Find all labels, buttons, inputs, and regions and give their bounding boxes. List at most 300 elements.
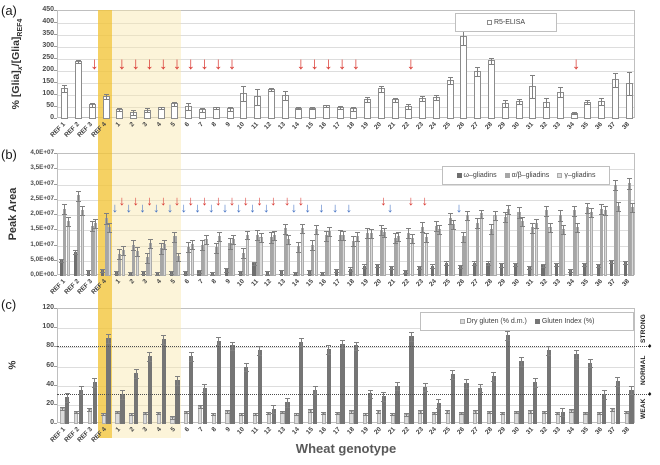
x-category-label: 32: [538, 278, 549, 288]
error-bar: [424, 233, 429, 243]
y-tick-label: 0,0E+00: [30, 271, 54, 278]
red-arrow: ↓: [132, 193, 139, 208]
x-category-label: 21: [387, 426, 398, 436]
y-tick-mark: [54, 199, 57, 200]
bar-c: [258, 350, 262, 424]
x-category-label: REF 3: [76, 426, 95, 444]
panel-c-legend: [420, 312, 634, 331]
threshold-line: [57, 394, 649, 395]
error-bar: [245, 231, 250, 241]
x-category-label: 25: [442, 426, 453, 436]
x-category-label: 2: [128, 121, 136, 129]
y-tick-mark: [54, 106, 57, 107]
error-bar: [338, 106, 343, 111]
error-bar: [79, 386, 84, 396]
error-bar: [265, 271, 270, 275]
x-category-label: 27: [469, 426, 480, 436]
y-tick-mark: [54, 404, 57, 405]
error-bar: [382, 228, 387, 238]
error-bar: [379, 86, 384, 93]
bar-c: [506, 335, 510, 424]
x-category-label: 37: [607, 121, 618, 131]
red-arrow: ↓: [421, 193, 428, 208]
red-arrow: ↓: [187, 193, 194, 208]
error-bar: [489, 224, 494, 235]
x-category-label: 31: [524, 426, 535, 436]
panel-a-legend: [455, 13, 557, 32]
x-category-label: 13: [277, 278, 288, 288]
error-bar: [214, 243, 219, 254]
bar-c: [533, 382, 537, 424]
error-bar: [66, 217, 71, 227]
error-bar: [198, 405, 203, 409]
error-bar: [500, 412, 505, 416]
legend-entry: [557, 172, 595, 179]
error-bar: [271, 405, 276, 415]
error-bar: [74, 411, 79, 415]
error-bar: [381, 392, 386, 402]
error-bar: [156, 412, 161, 416]
error-bar: [396, 232, 401, 242]
error-bar: [231, 235, 236, 245]
red-arrow: ↓: [407, 193, 415, 208]
x-category-label: 23: [414, 121, 425, 131]
x-category-label: 7: [196, 278, 205, 286]
x-category-label: 38: [621, 278, 632, 288]
x-category-label: 20: [373, 278, 384, 288]
red-arrow: ↓: [337, 54, 347, 73]
x-category-label: 12: [263, 278, 274, 288]
x-category-label: 33: [552, 121, 563, 131]
error-bar: [533, 378, 538, 388]
legend-label: Dry gluten (% d.m.): [466, 318, 527, 325]
error-bar: [451, 220, 456, 230]
x-category-label: 6: [183, 278, 191, 286]
x-category-label: 24: [428, 121, 439, 131]
error-bar: [627, 178, 632, 189]
error-bar: [314, 225, 319, 235]
highlight-band-lines-1-5: [112, 10, 181, 438]
x-category-label: 3: [141, 278, 150, 286]
x-category-label: 38: [621, 426, 632, 436]
legend-swatch: [557, 173, 562, 178]
error-bar: [574, 350, 579, 360]
x-category-label: 35: [579, 121, 590, 131]
error-bar: [365, 97, 370, 103]
zone-boundary-marker: ♦: [648, 390, 652, 398]
error-bar: [527, 266, 532, 270]
blue-arrow: ↓: [208, 200, 215, 215]
error-bar: [585, 100, 590, 105]
error-bar: [225, 410, 230, 414]
y-tick-label: 5,0E+06: [30, 255, 54, 263]
x-category-label: 10: [235, 121, 246, 131]
x-category-label: 31: [524, 121, 535, 131]
error-bar: [59, 259, 64, 263]
error-bar: [475, 218, 480, 229]
error-bar: [62, 204, 67, 215]
red-arrow: ↓: [158, 54, 168, 73]
error-bar: [162, 240, 167, 250]
bar-a: [268, 89, 275, 119]
error-bar: [403, 270, 408, 274]
error-bar: [513, 263, 518, 267]
legend-swatch: [505, 173, 510, 178]
error-bar: [101, 413, 106, 417]
x-category-label: 3: [141, 121, 150, 129]
x-category-label: 20: [373, 121, 384, 131]
error-bar: [326, 345, 331, 355]
bar-c: [189, 356, 193, 424]
error-bar: [351, 107, 356, 112]
bar-b: [604, 210, 607, 276]
x-category-label: 8: [210, 426, 219, 434]
error-bar: [489, 58, 494, 66]
x-category-label: 21: [387, 121, 398, 131]
error-bar: [259, 233, 264, 243]
error-bar: [92, 378, 97, 388]
bar-b: [108, 227, 111, 276]
error-bar: [493, 211, 498, 221]
error-bar: [135, 247, 140, 257]
error-bar: [104, 94, 109, 100]
error-bar: [568, 269, 573, 273]
y-tick-label: 150: [42, 78, 54, 85]
bar-b: [617, 206, 620, 276]
red-arrow: ↓: [146, 193, 153, 208]
error-bar: [554, 263, 559, 267]
blue-arrow: ↓: [221, 200, 229, 215]
blue-arrow: ↓: [345, 200, 353, 215]
bar-a: [488, 60, 495, 119]
bar-c: [175, 380, 179, 424]
error-bar: [100, 269, 105, 273]
x-category-label: 23: [414, 426, 425, 436]
y-tick-mark: [54, 168, 57, 169]
blue-arrow: ↓: [180, 200, 187, 215]
error-bar: [561, 225, 566, 235]
error-bar: [530, 75, 535, 99]
y-tick-mark: [54, 153, 57, 154]
y-tick-label: 350: [42, 30, 54, 37]
blue-arrow: ↓: [166, 200, 174, 215]
error-bar: [544, 206, 549, 217]
x-category-label: 7: [196, 121, 205, 129]
error-bar: [334, 269, 339, 273]
blue-arrow: ↓: [331, 200, 339, 215]
y-axis-label-c: %: [7, 360, 19, 370]
y-tick-label: 400: [42, 18, 54, 25]
error-bar: [615, 377, 620, 387]
error-bar: [548, 223, 553, 233]
error-bar: [475, 67, 480, 78]
bar-b: [81, 210, 84, 276]
error-bar: [348, 267, 353, 271]
error-bar: [503, 100, 508, 108]
error-bar: [272, 231, 277, 241]
red-arrow: ↓: [172, 54, 182, 73]
error-bar: [363, 413, 368, 417]
error-bar: [204, 235, 209, 245]
error-bar: [241, 248, 246, 259]
error-bar: [172, 232, 177, 243]
error-bar: [354, 342, 359, 352]
y-tick-mark: [54, 275, 57, 276]
blue-arrow: ↓: [249, 200, 256, 215]
zone-label-strong: STRONG: [640, 314, 647, 344]
bar-c: [409, 336, 413, 424]
x-category-label: 19: [359, 278, 370, 288]
error-bar: [627, 72, 632, 96]
legend-entry: [460, 318, 527, 325]
error-bar: [609, 260, 614, 264]
error-bar: [324, 105, 329, 108]
bar-b: [383, 232, 386, 276]
x-category-label: 16: [318, 278, 329, 288]
x-category-label: 15: [304, 426, 315, 436]
error-bar: [293, 272, 298, 276]
x-category-label: 4: [155, 278, 164, 286]
error-bar: [197, 270, 202, 274]
error-bar: [541, 264, 546, 268]
error-bar: [217, 232, 222, 242]
error-bar: [252, 262, 257, 266]
error-bar: [131, 110, 136, 116]
error-bar: [487, 411, 492, 415]
bar-c: [93, 382, 97, 424]
error-bar: [296, 242, 301, 253]
error-bar: [491, 372, 496, 382]
bar-c: [230, 345, 234, 424]
error-bar: [582, 263, 587, 267]
x-axis-title: Wheat genotype: [295, 441, 397, 456]
error-bar: [599, 98, 604, 106]
red-arrow: ↓: [406, 54, 416, 73]
x-category-label: 19: [359, 121, 370, 131]
red-arrow: ↓: [296, 54, 306, 73]
bar-a: [460, 36, 467, 119]
error-bar: [183, 271, 188, 275]
error-bar: [169, 271, 174, 275]
error-bar: [362, 264, 367, 268]
x-category-label: 5: [169, 278, 177, 286]
legend-label: γ–gliadins: [564, 172, 596, 179]
error-bar: [134, 369, 139, 379]
red-arrow: ↓: [200, 54, 209, 73]
x-category-label: 14: [290, 426, 301, 436]
red-arrow: ↓: [131, 54, 140, 73]
red-arrow: ↓: [117, 54, 127, 73]
x-category-label: 36: [593, 121, 604, 131]
error-bar: [145, 253, 150, 264]
error-bar: [90, 103, 95, 108]
x-category-label: 1: [114, 426, 122, 434]
y-tick-label: 200: [42, 66, 54, 73]
error-bar: [87, 408, 92, 412]
y-tick-mark: [54, 260, 57, 261]
bar-b: [67, 221, 70, 276]
x-category-label: 37: [607, 426, 618, 436]
y-tick-label: 1,0E+07: [30, 240, 54, 248]
y-tick-label: 2,0E+07: [30, 210, 54, 217]
red-arrow: ↓: [215, 193, 222, 208]
bar-c: [148, 356, 152, 424]
error-bar: [244, 363, 249, 373]
x-category-label: REF 3: [76, 121, 95, 139]
y-tick-label: 0: [50, 419, 54, 426]
blue-arrow: ↓: [318, 200, 325, 215]
error-bar: [528, 410, 533, 414]
error-bar: [505, 331, 510, 341]
x-category-label: 27: [469, 121, 480, 131]
y-axis-label-a: % $[Glia]_x/[Glia]_{REF4}$: [9, 18, 25, 110]
error-bar: [583, 412, 588, 416]
y-tick-label: 40: [46, 380, 54, 388]
error-bar: [238, 271, 243, 275]
error-bar: [445, 410, 450, 414]
error-bar: [128, 272, 133, 276]
error-bar: [558, 87, 563, 98]
error-bar: [461, 232, 466, 243]
zone-label-normal: NORMAL: [640, 355, 647, 386]
error-bar: [141, 271, 146, 275]
y-tick-mark: [54, 245, 57, 246]
x-category-label: 13: [277, 426, 288, 436]
bar-b: [590, 212, 593, 276]
y-tick-mark: [54, 214, 57, 215]
y-tick-label: 300: [42, 42, 54, 49]
blue-arrow: ↓: [152, 200, 160, 215]
error-bar: [616, 202, 621, 212]
red-arrow: ↓: [324, 54, 333, 73]
x-category-label: REF 4: [90, 121, 109, 139]
error-bar: [214, 107, 219, 111]
error-bar: [107, 223, 112, 233]
error-bar: [597, 412, 602, 416]
error-bar: [224, 268, 229, 272]
blue-arrow: ↓: [235, 200, 243, 215]
error-bar: [320, 272, 325, 276]
x-category-label: 30: [510, 121, 521, 131]
bar-c: [217, 341, 221, 424]
x-category-label: 5: [169, 426, 177, 434]
error-bar: [313, 386, 318, 396]
error-bar: [569, 409, 574, 413]
y-tick-mark: [54, 118, 57, 119]
x-category-label: 29: [497, 426, 508, 436]
x-category-label: 10: [235, 426, 246, 436]
error-bar: [255, 89, 260, 106]
error-bar: [335, 412, 340, 416]
bar-c: [340, 344, 344, 425]
x-category-label: 12: [263, 426, 274, 436]
error-bar: [129, 413, 134, 417]
error-bar: [321, 412, 326, 416]
x-category-label: 11: [249, 426, 260, 436]
bar-c: [134, 373, 138, 424]
error-bar: [544, 98, 549, 107]
bar-c: [519, 361, 523, 424]
y-tick-label: 60: [46, 361, 54, 369]
error-bar: [310, 240, 315, 251]
error-bar: [349, 410, 354, 414]
panel-b-letter: (b): [1, 147, 17, 162]
error-bar: [432, 412, 437, 416]
x-category-label: REF 3: [76, 278, 95, 296]
error-bar: [296, 107, 301, 110]
error-bar: [409, 332, 414, 342]
x-category-label: 26: [455, 278, 466, 288]
error-bar: [410, 234, 415, 244]
legend-entry: [535, 318, 595, 325]
error-bar: [189, 352, 194, 362]
x-category-label: 36: [593, 426, 604, 436]
y-tick-mark: [54, 82, 57, 83]
y-tick-label: 120: [42, 304, 54, 311]
x-category-label: REF 1: [49, 278, 67, 296]
x-category-label: 22: [400, 121, 411, 131]
error-bar: [300, 224, 305, 234]
error-bar: [420, 96, 425, 102]
y-tick-mark: [54, 70, 57, 71]
x-category-label: REF 2: [62, 426, 81, 444]
y-tick-label: 50: [46, 102, 54, 109]
x-category-label: 4: [155, 426, 164, 434]
red-arrow: ↓: [159, 193, 167, 208]
red-arrow: ↓: [173, 193, 181, 208]
x-category-label: 29: [497, 121, 508, 131]
x-category-label: 24: [428, 426, 439, 436]
error-bar: [172, 102, 177, 106]
error-bar: [253, 413, 258, 417]
error-bar: [589, 208, 594, 218]
x-category-label: 28: [483, 426, 494, 436]
error-bar: [420, 222, 425, 233]
bar-b: [342, 235, 345, 276]
error-bar: [200, 108, 205, 112]
error-bar: [613, 73, 618, 88]
x-category-label: 34: [566, 278, 577, 288]
y-tick-mark: [54, 184, 57, 185]
x-category-label: 7: [196, 426, 205, 434]
error-bar: [145, 108, 150, 113]
error-bar: [434, 95, 439, 101]
x-category-label: 14: [290, 278, 301, 288]
x-category-label: 11: [249, 121, 260, 131]
bar-b: [562, 229, 565, 276]
bar-b: [521, 221, 524, 276]
x-category-label: 37: [607, 278, 618, 288]
y-tick-label: 100: [42, 90, 54, 97]
x-category-label: 27: [469, 278, 480, 288]
error-bar: [355, 232, 360, 242]
x-category-label: 29: [497, 278, 508, 288]
blue-arrow: ↓: [263, 200, 270, 215]
error-bar: [458, 265, 463, 269]
x-category-label: 9: [224, 121, 232, 129]
red-arrow: ↓: [214, 54, 223, 73]
x-category-label: 17: [332, 278, 343, 288]
error-bar: [80, 206, 85, 216]
error-bar: [393, 98, 398, 103]
error-bar: [472, 261, 477, 265]
y-tick-label: 3,5E+07: [30, 164, 54, 172]
error-bar: [340, 340, 345, 350]
error-bar: [241, 86, 246, 102]
error-bar: [341, 231, 346, 241]
y-tick-mark: [54, 423, 57, 424]
x-category-label: 30: [510, 278, 521, 288]
